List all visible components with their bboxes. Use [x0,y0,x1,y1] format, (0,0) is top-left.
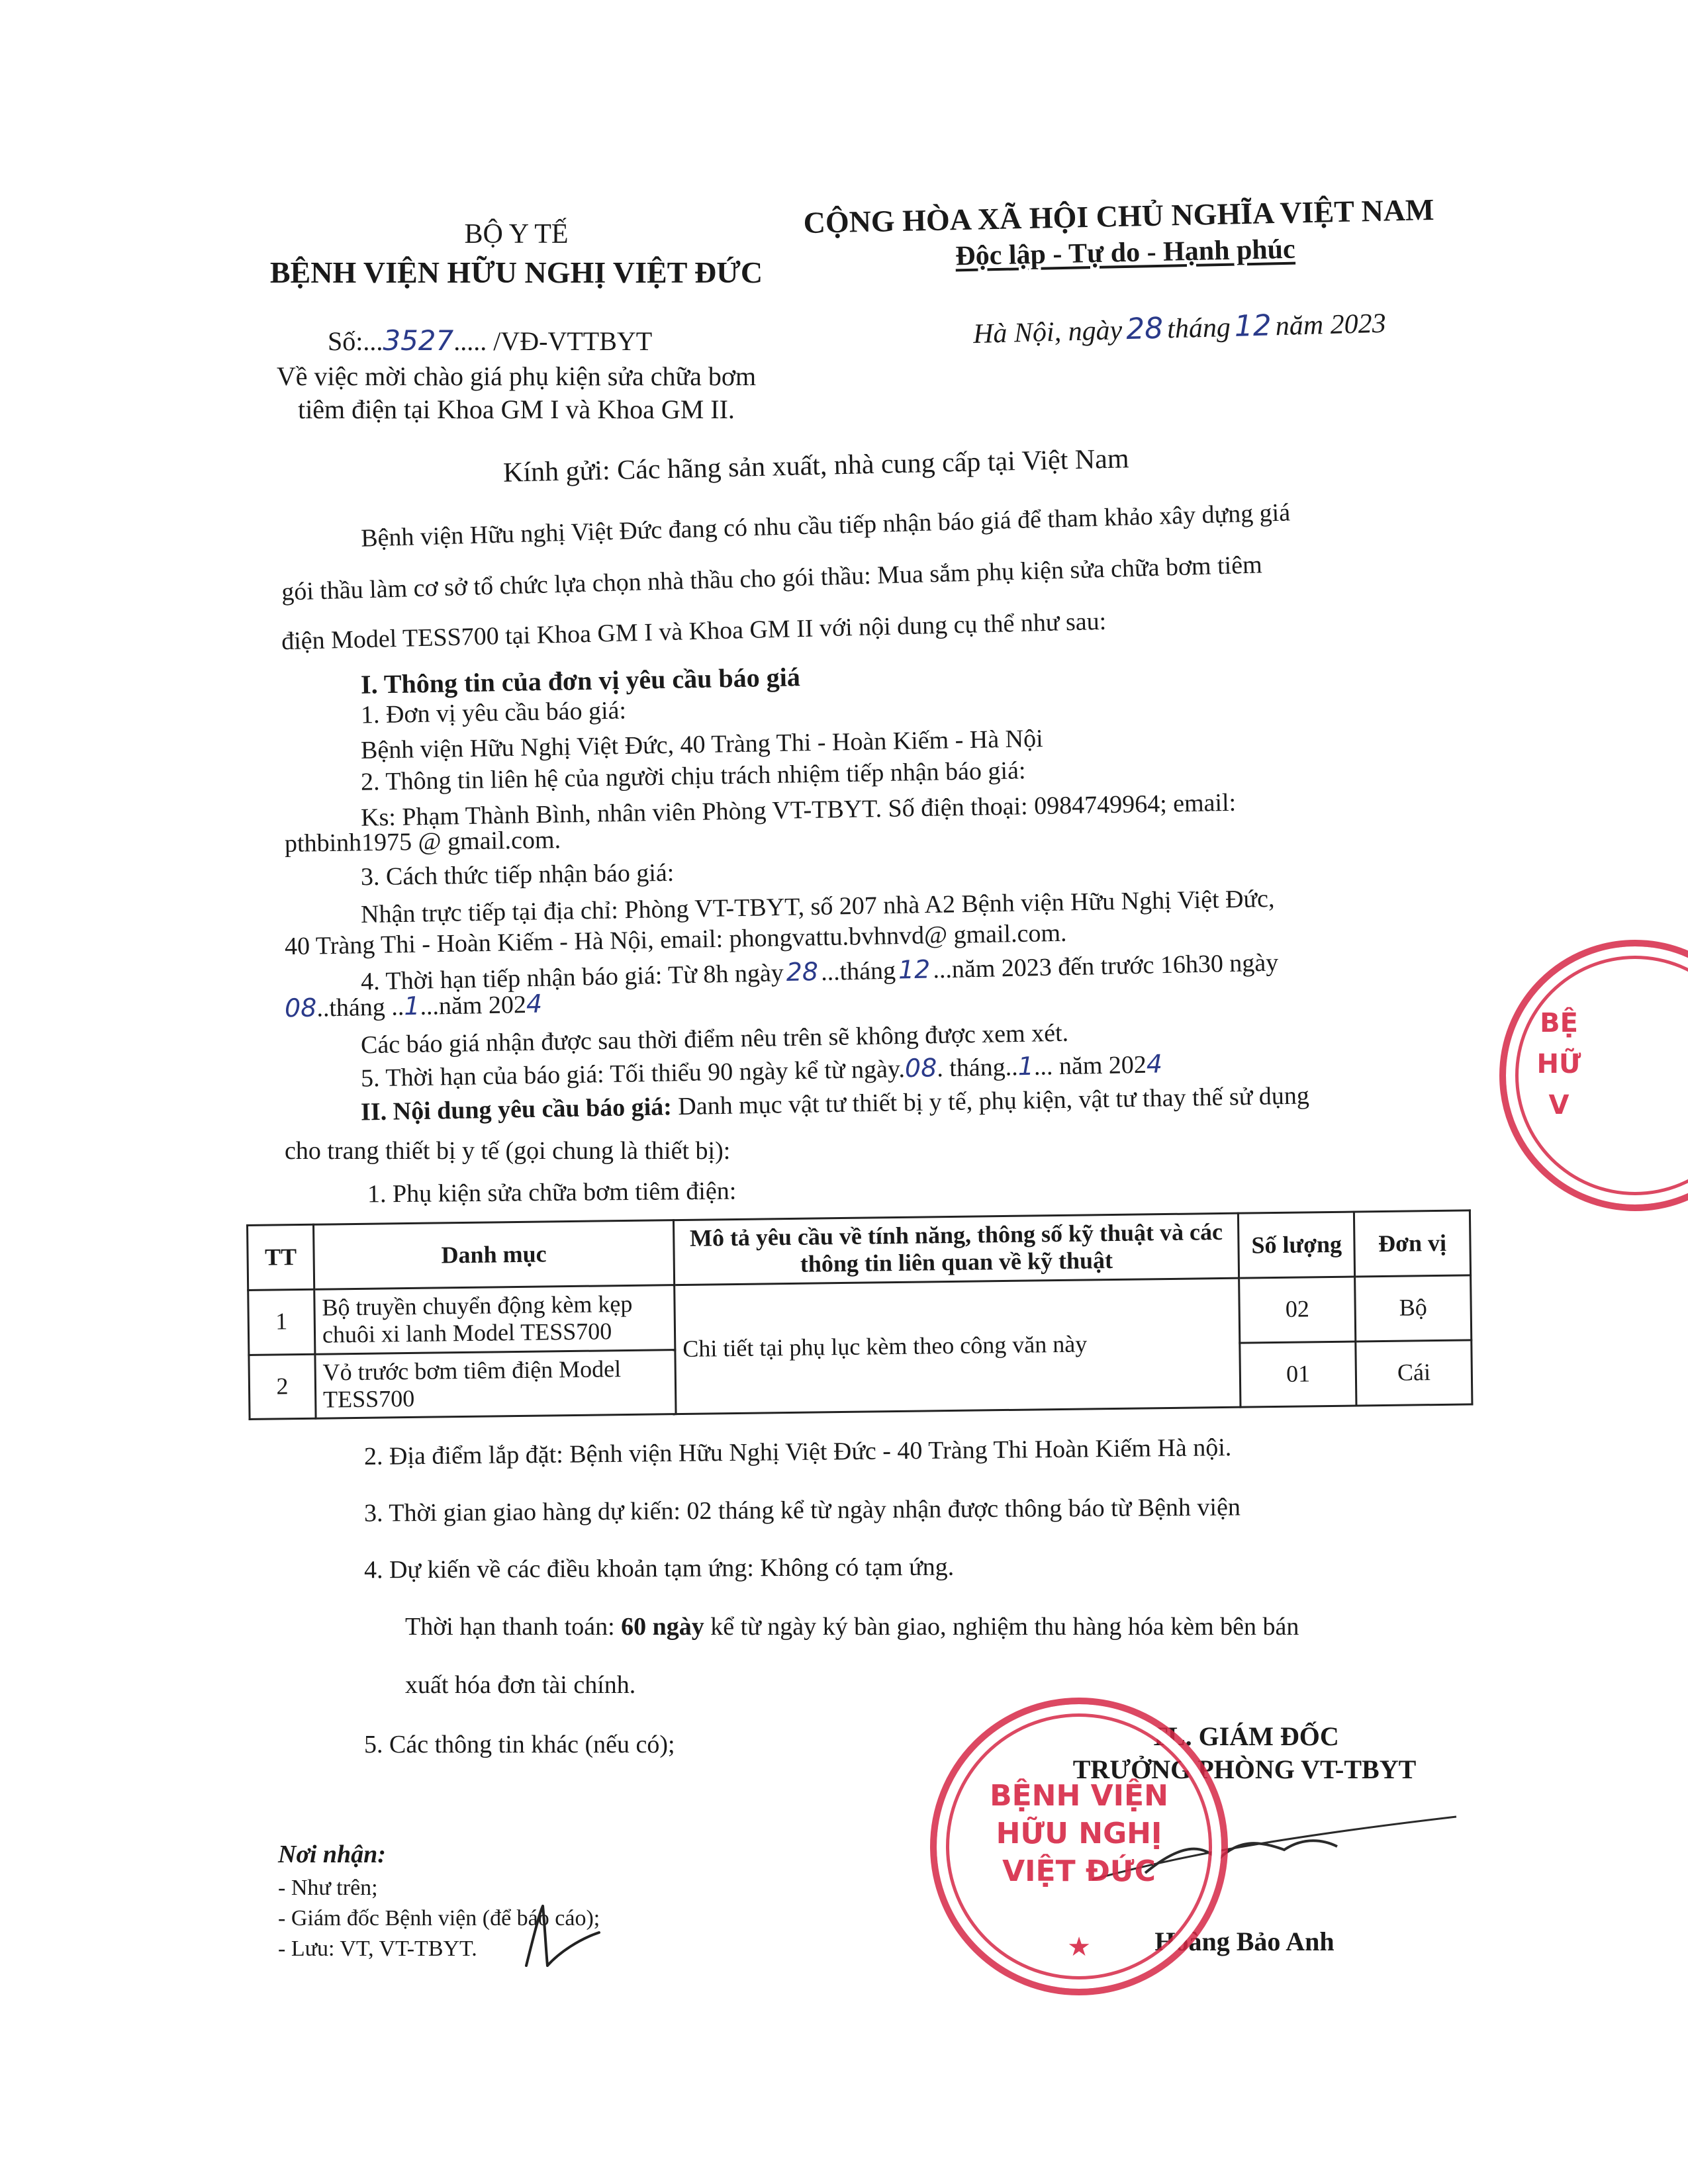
hospital-name: BỆNH VIỆN HỮU NGHỊ VIỆT ĐỨC [269,255,763,289]
section-1-item-1-value: Bệnh viện Hữu Nghị Việt Đức, 40 Tràng Thi - Hoàn Kiếm - Hà Nội [360,725,1043,764]
recipient-line: Kính gửi: Các hãng sản xuất, nhà cung cấp tại Việt Nam [502,443,1129,488]
signature-title-2: TRƯỞNG PHÒNG VT-TBYT [1072,1754,1417,1784]
row-1-tt: 1 [248,1289,315,1355]
section-1-item-2-label: 2. Thông tin liên hệ của người chịu trách nhiệm tiếp nhận báo giá: [360,756,1026,796]
intro-line-3: điện Model TESS700 tại Khoa GM I và Khoa GM II với nội dung cụ thể như sau: [281,607,1107,656]
national-motto: Độc lập - Tự do - Hạnh phúc [955,234,1296,272]
section-1-item-3-line-1: Nhận trực tiếp tại địa chỉ: Phòng VT-TBYT, số 207 nhà A2 Bệnh viện Hữu Nghị Việt Đức, [360,884,1275,929]
initials-mark [513,1899,612,1979]
list-item-5: 5. Các thông tin khác (nếu có); [364,1731,675,1758]
document-number-handwritten: 3527 [383,324,454,357]
intro-line-1: Bệnh viện Hữu nghị Việt Đức đang có nhu cầu tiếp nhận báo giá để tham khảo xây dựng giá [360,498,1291,553]
subject-line-2: tiêm điện tại Khoa GM I và Khoa GM II. [298,394,735,424]
shared-description: Chi tiết tại phụ lục kèm theo công văn này [675,1278,1241,1414]
section-1-item-2-line-1: Ks: Phạm Thành Bình, nhân viên Phòng VT-TBYT. Số điện thoại: 0984749964; email: [360,788,1237,832]
list-item-4: 4. Dự kiến về các điều khoản tạm ứng: Không có tạm ứng. [363,1553,955,1584]
subject-line-1: Về việc mời chào giá phụ kiện sửa chữa bơm [276,361,757,391]
section-1-item-5: 5. Thời hạn của báo giá: Tối thiểu 90 ngày kể từ ngày.08. tháng..1... năm 2024 [360,1049,1163,1093]
quote-table [246,1209,1473,1420]
col-header-description: Mô tả yêu cầu về tính năng, thông số kỹ thuật và các thông tin liên quan về kỹ thuật [674,1213,1239,1285]
row-1-category: Bộ truyền chuyển động kèm kẹp chuôi xi lanh Model TESS700 [314,1285,675,1353]
row-1-unit: Bộ [1355,1275,1472,1342]
section-2-line-2: cho trang thiết bị y tế (gọi chung là thiết bị): [285,1137,731,1165]
section-1-item-3-line-2: 40 Tràng Thi - Hoàn Kiếm - Hà Nội, email: phongvattu.bvhnvd@ gmail.com. [284,919,1067,961]
payment-terms-line-2: xuất hóa đơn tài chính. [405,1671,636,1699]
list-item-2: 2. Địa điểm lắp đặt: Bệnh viện Hữu Nghị Việt Đức - 40 Tràng Thi Hoàn Kiếm Hà nội. [363,1433,1232,1471]
document-number: Số:...3527..... /VĐ-VTTBYT [328,324,653,357]
hospital-seal: BỆNH VIỆN HỮU NGHỊ VIỆT ĐỨC ★ [930,1698,1228,1995]
payment-terms-line-1: Thời hạn thanh toán: 60 ngày kể từ ngày ký bàn giao, nghiệm thu hàng hóa kèm bên bán [405,1613,1299,1641]
section-1-item-3-label: 3. Cách thức tiếp nhận báo giá: [360,858,675,891]
section-2-title-line: II. Nội dung yêu cầu báo giá: Danh mục vật tư thiết bị y tế, phụ kiện, vật tư thay thế sử dụng [360,1081,1310,1126]
row-2-quantity: 01 [1240,1342,1356,1408]
seal-star-icon: ★ [1067,1932,1091,1962]
section-1-item-4-end: 08..tháng ..1...năm 2024 [284,989,543,1023]
document-date: Hà Nội, ngày 28 tháng 12 năm 2023 [972,308,1387,350]
signer-name: Hoàng Bảo Anh [1154,1927,1335,1956]
row-2-tt: 2 [249,1354,316,1420]
col-header-unit: Đơn vị [1354,1210,1471,1277]
section-1-title: I. Thông tin của đơn vị yêu cầu báo giá [360,662,801,700]
col-header-tt: TT [248,1224,314,1290]
recipient-item: - Giám đốc Bệnh viện (để báo cáo); [278,1905,600,1931]
republic-title: CỘNG HÒA XÃ HỘI CHỦ NGHĨA VIỆT NAM [803,193,1434,240]
col-header-quantity: Số lượng [1239,1212,1355,1278]
intro-line-2: gói thầu làm cơ sở tổ chức lựa chọn nhà thầu cho gói thầu: Mua sắm phụ kiện sửa chữa bơm tiêm [281,551,1263,606]
list-item-3: 3. Thời gian giao hàng dự kiến: 02 tháng kể từ ngày nhận được thông báo từ Bệnh viện [363,1493,1241,1527]
section-1-item-1-label: 1. Đơn vị yêu cầu báo giá: [360,696,627,729]
edge-seal: BỆ HỮ V [1499,940,1688,1211]
section-2-list-1: 1. Phụ kiện sửa chữa bơm tiêm điện: [367,1177,737,1208]
recipient-item: - Lưu: VT, VT-TBYT. [278,1936,477,1961]
row-2-unit: Cái [1356,1340,1472,1406]
section-1-item-4-note: Các báo giá nhận được sau thời điểm nêu trên sẽ không được xem xét. [360,1019,1069,1060]
signature-title-1: TL. GIÁM ĐỐC [1150,1721,1339,1751]
row-2-category: Vỏ trước bơm tiêm điện Model TESS700 [315,1349,676,1418]
recipient-item: - Như trên; [278,1876,378,1900]
recipients-title: Nơi nhận: [278,1841,386,1868]
section-1-item-4: 4. Thời hạn tiếp nhận báo giá: Từ 8h ngày28...tháng12...năm 2023 đến trước 16h30 ngày [360,948,1279,996]
col-header-category: Danh mục [313,1220,674,1289]
row-1-quantity: 02 [1239,1277,1356,1343]
ministry-name: BỘ Y TẾ [464,219,569,250]
section-1-item-2-line-2: pthbinh1975 @ gmail.com. [284,826,561,858]
